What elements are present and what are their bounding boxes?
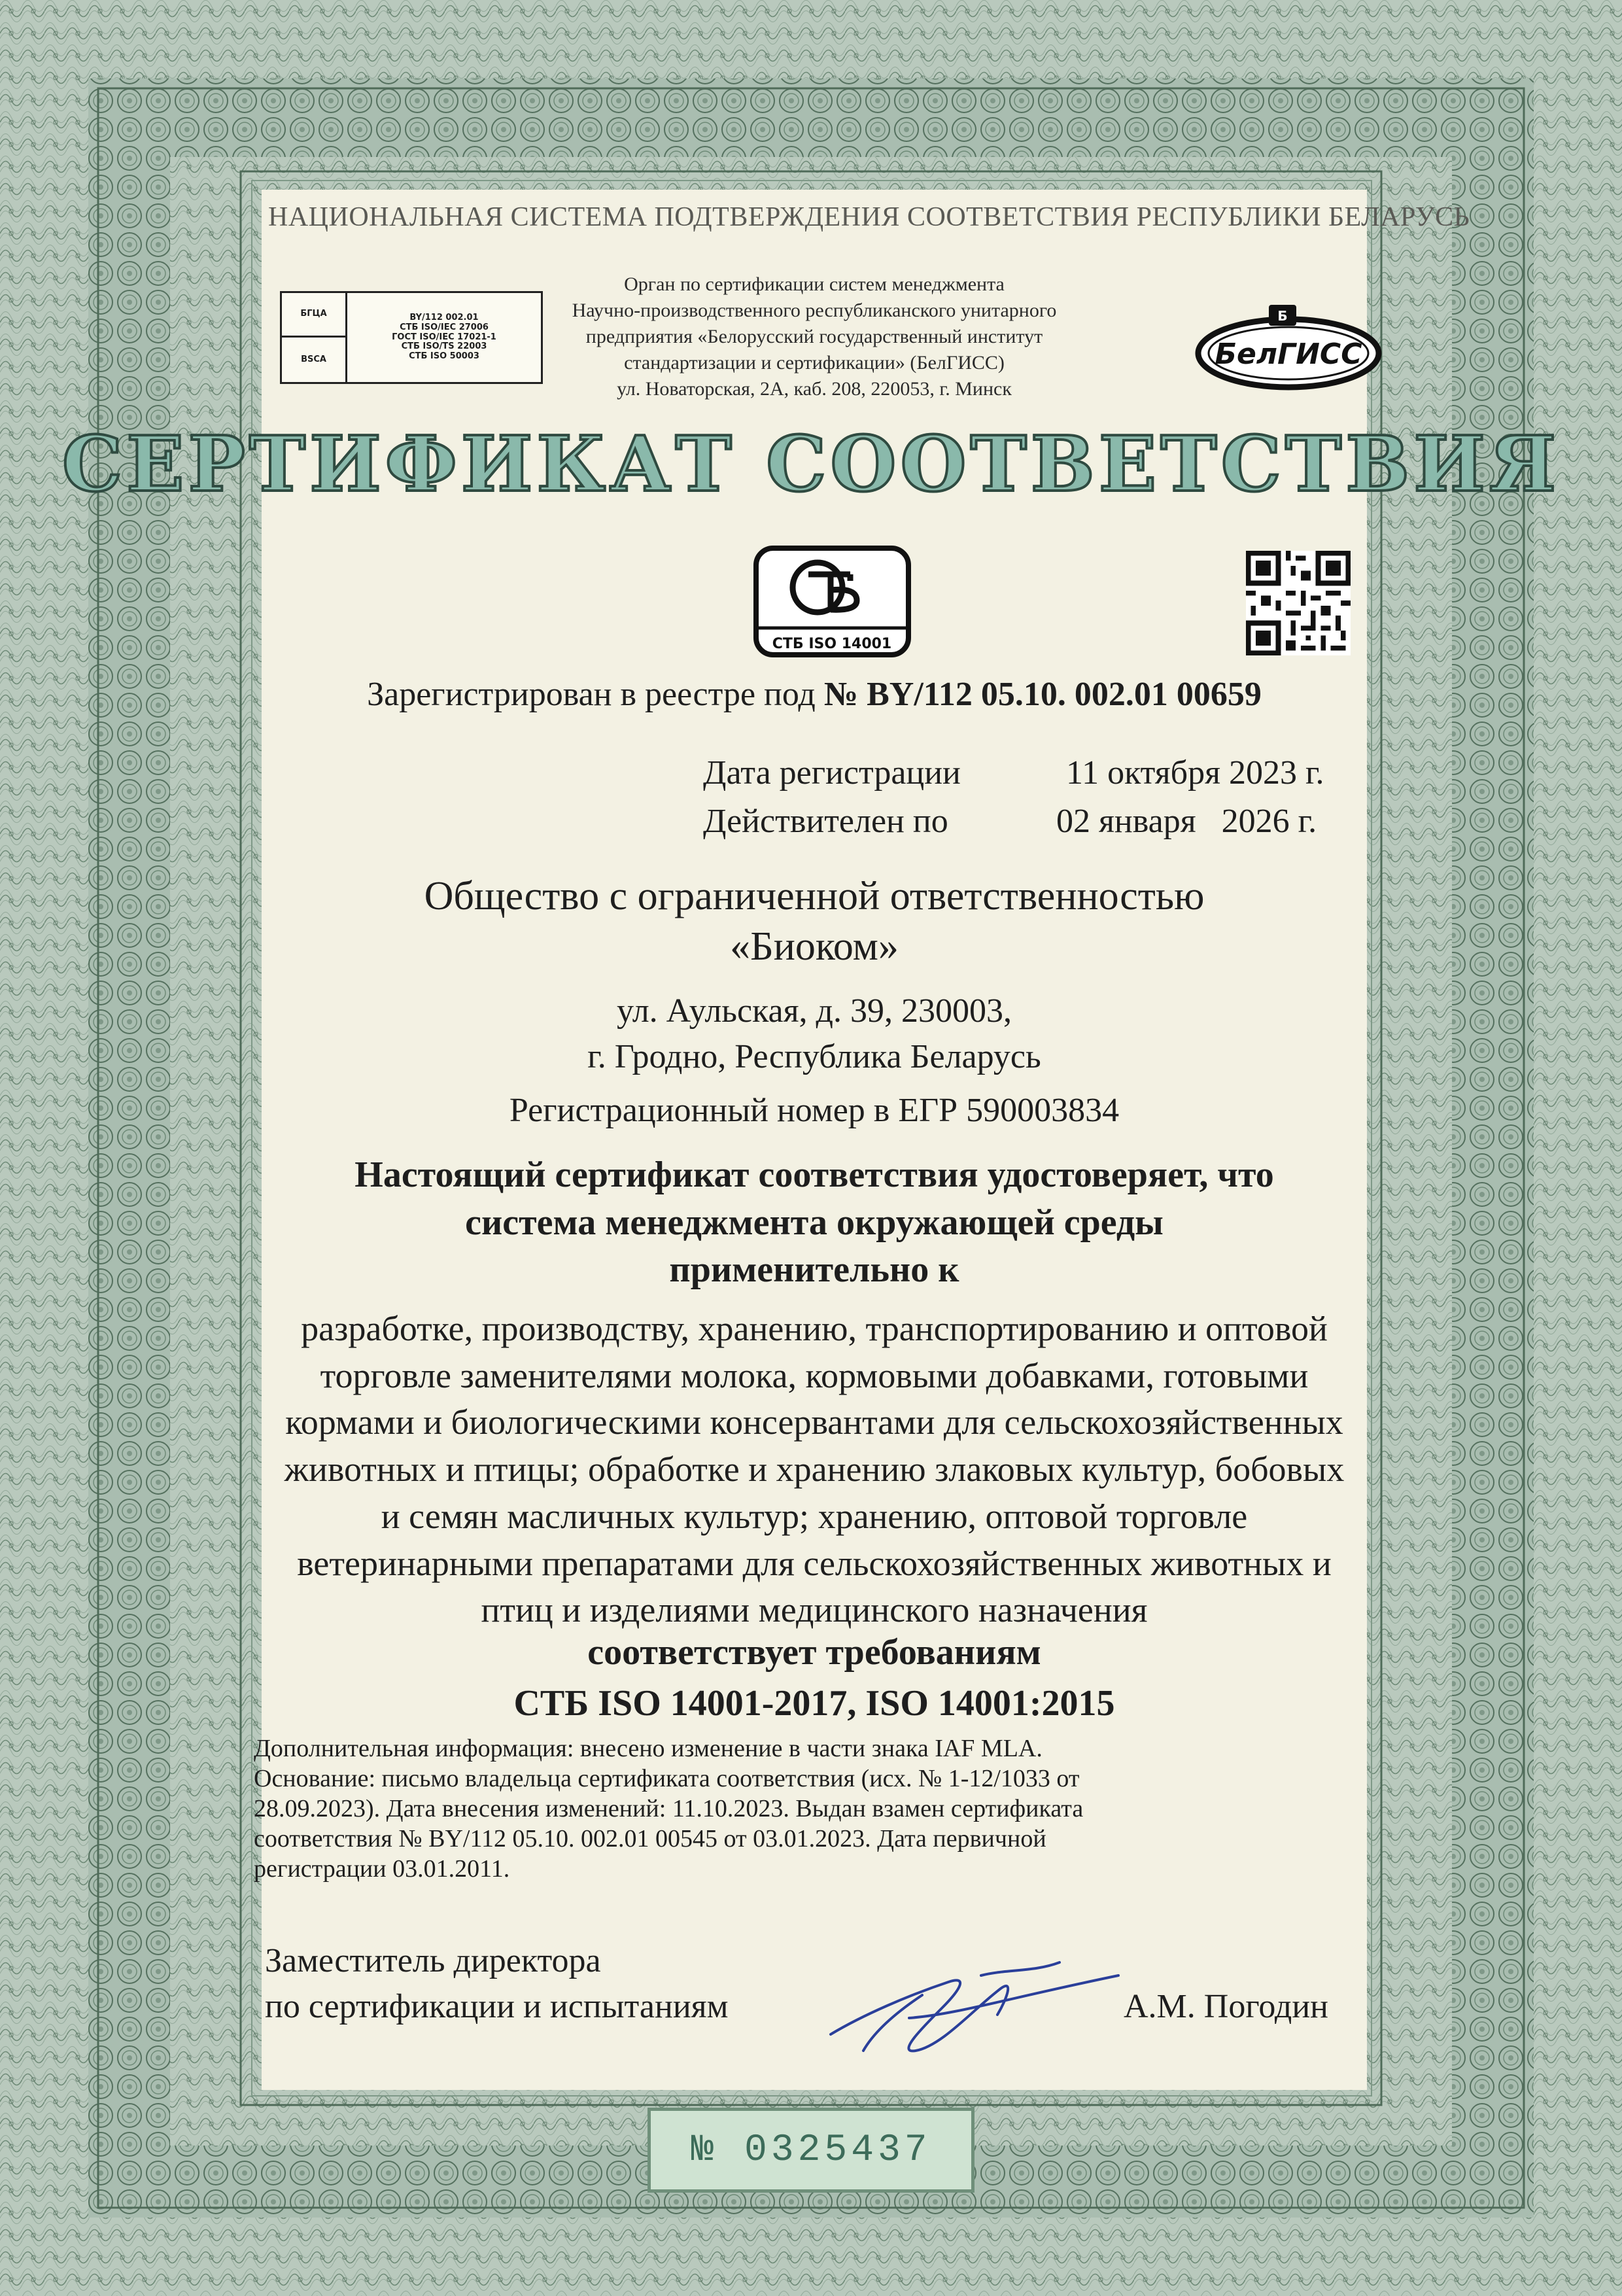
certifies-heading: применительно к	[669, 1249, 959, 1290]
registration-number: № BY/112 05.10. 002.01 00659	[823, 676, 1262, 713]
organization-name: «Биоком»	[730, 924, 899, 969]
signer-title: Заместитель директора	[265, 1942, 601, 1979]
scope-line: птиц и изделиями медицинского назначения	[481, 1590, 1148, 1630]
handwritten-signature	[811, 1936, 1125, 2077]
registration-line	[262, 675, 1367, 714]
accreditation-box	[280, 291, 543, 384]
standards-list: СТБ ISO 14001-2017, ISO 14001:2015	[513, 1683, 1115, 1724]
organization-type: Общество с ограниченной ответственностью	[424, 874, 1205, 918]
certification-scope	[216, 1306, 1413, 1634]
scope-line: торговле заменителями молока, кормовыми добавками, готовыми	[320, 1355, 1309, 1395]
registration-date-label: Дата регистрации	[703, 754, 961, 791]
national-system-header: НАЦИОНАЛЬНАЯ СИСТЕМА ПОДТВЕРЖДЕНИЯ СООТВЕТСТВИЯ РЕСПУБЛИКИ БЕЛАРУСЬ	[268, 202, 1470, 232]
additional-info-line: 28.09.2023). Дата внесения изменений: 11.10.2023. Выдан взамен сертификата	[254, 1795, 1084, 1822]
scope-line: кормами и биологическими консервантами для сельскохозяйственных	[285, 1402, 1343, 1442]
scope-line: и семян масличных культур; хранению, оптовой торговле	[381, 1496, 1248, 1536]
certification-body-line: Орган по сертификации систем менеджмента	[624, 273, 1005, 295]
additional-info-line: Дополнительная информация: внесено изменение в части знака IAF MLA.	[254, 1735, 1043, 1762]
signer-name: А.М. Погодин	[1124, 1988, 1328, 2025]
signer-title: по сертификации и испытаниям	[265, 1988, 729, 2025]
qr-code	[1246, 551, 1351, 655]
egr-registration-number: Регистрационный номер в ЕГР 590003834	[509, 1092, 1120, 1129]
certifies-heading: система менеджмента окружающей среды	[465, 1202, 1164, 1243]
certification-body-line: предприятия «Белорусский государственный институт	[585, 326, 1043, 347]
accreditation-standards: BY/112 002.01 СТБ ISO/IEC 27006 ГОСТ ISO/IEC 17021-1 СТБ ISO/TS 22003 СТБ ISO 50003	[392, 312, 496, 362]
accreditation-label-bsca-ru: БГЦА	[282, 293, 347, 338]
complies-heading: соответствует требованиям	[587, 1632, 1041, 1673]
certificate-title-text: СЕРТИФИКАТ СООТВЕТСТВИЯ	[61, 420, 1561, 509]
scope-line: ветеринарными препаратами для сельскохозяйственных животных и	[297, 1543, 1332, 1583]
scope-line: разработке, производству, хранению, транспортированию и оптовой	[301, 1309, 1328, 1348]
scope-line: животных и птицы; обработке и хранению злаковых культур, бобовых	[284, 1450, 1345, 1489]
additional-info-line: регистрации 03.01.2011.	[254, 1855, 510, 1883]
valid-until-value: 02 января 2026 г.	[1056, 803, 1317, 840]
additional-info-line: Основание: письмо владельца сертификата соответствия (исх. № 1-12/1033 от	[254, 1765, 1080, 1792]
certification-body-line: Научно-производственного республиканского унитарного	[572, 300, 1057, 321]
belgiss-logo	[1194, 302, 1383, 394]
address-line: ул. Аульская, д. 39, 230003,	[616, 992, 1012, 1030]
additional-information	[254, 1733, 1405, 1884]
certificate-title	[61, 417, 1561, 509]
accreditation-label-bsca-en: BSCA	[282, 338, 347, 382]
belgiss-logo-text: БелГИСС	[1215, 338, 1362, 371]
certificate-serial-number: № 0325437	[647, 2108, 975, 2193]
svg-text:Б: Б	[1277, 308, 1288, 324]
valid-until-label: Действителен по	[703, 803, 948, 840]
certification-body-info	[543, 271, 1086, 402]
certifies-heading: Настоящий сертификат соответствия удостоверяет, что	[354, 1155, 1274, 1195]
certification-body-line: ул. Новаторская, 2А, каб. 208, 220053, г. Минск	[617, 378, 1012, 400]
additional-info-line: соответствия № BY/112 05.10. 002.01 00545 от 03.01.2023. Дата первичной	[254, 1825, 1046, 1852]
registration-date-value: 11 октября 2023 г.	[1066, 754, 1324, 791]
stb-conformity-mark	[752, 544, 912, 659]
certification-body-line: стандартизации и сертификации» (БелГИСС)	[624, 352, 1005, 374]
registration-prefix: Зарегистрирован в реестре под	[367, 676, 816, 713]
stb-mark-label: СТБ ISO 14001	[772, 636, 892, 652]
address-line: г. Гродно, Республика Беларусь	[587, 1038, 1041, 1075]
